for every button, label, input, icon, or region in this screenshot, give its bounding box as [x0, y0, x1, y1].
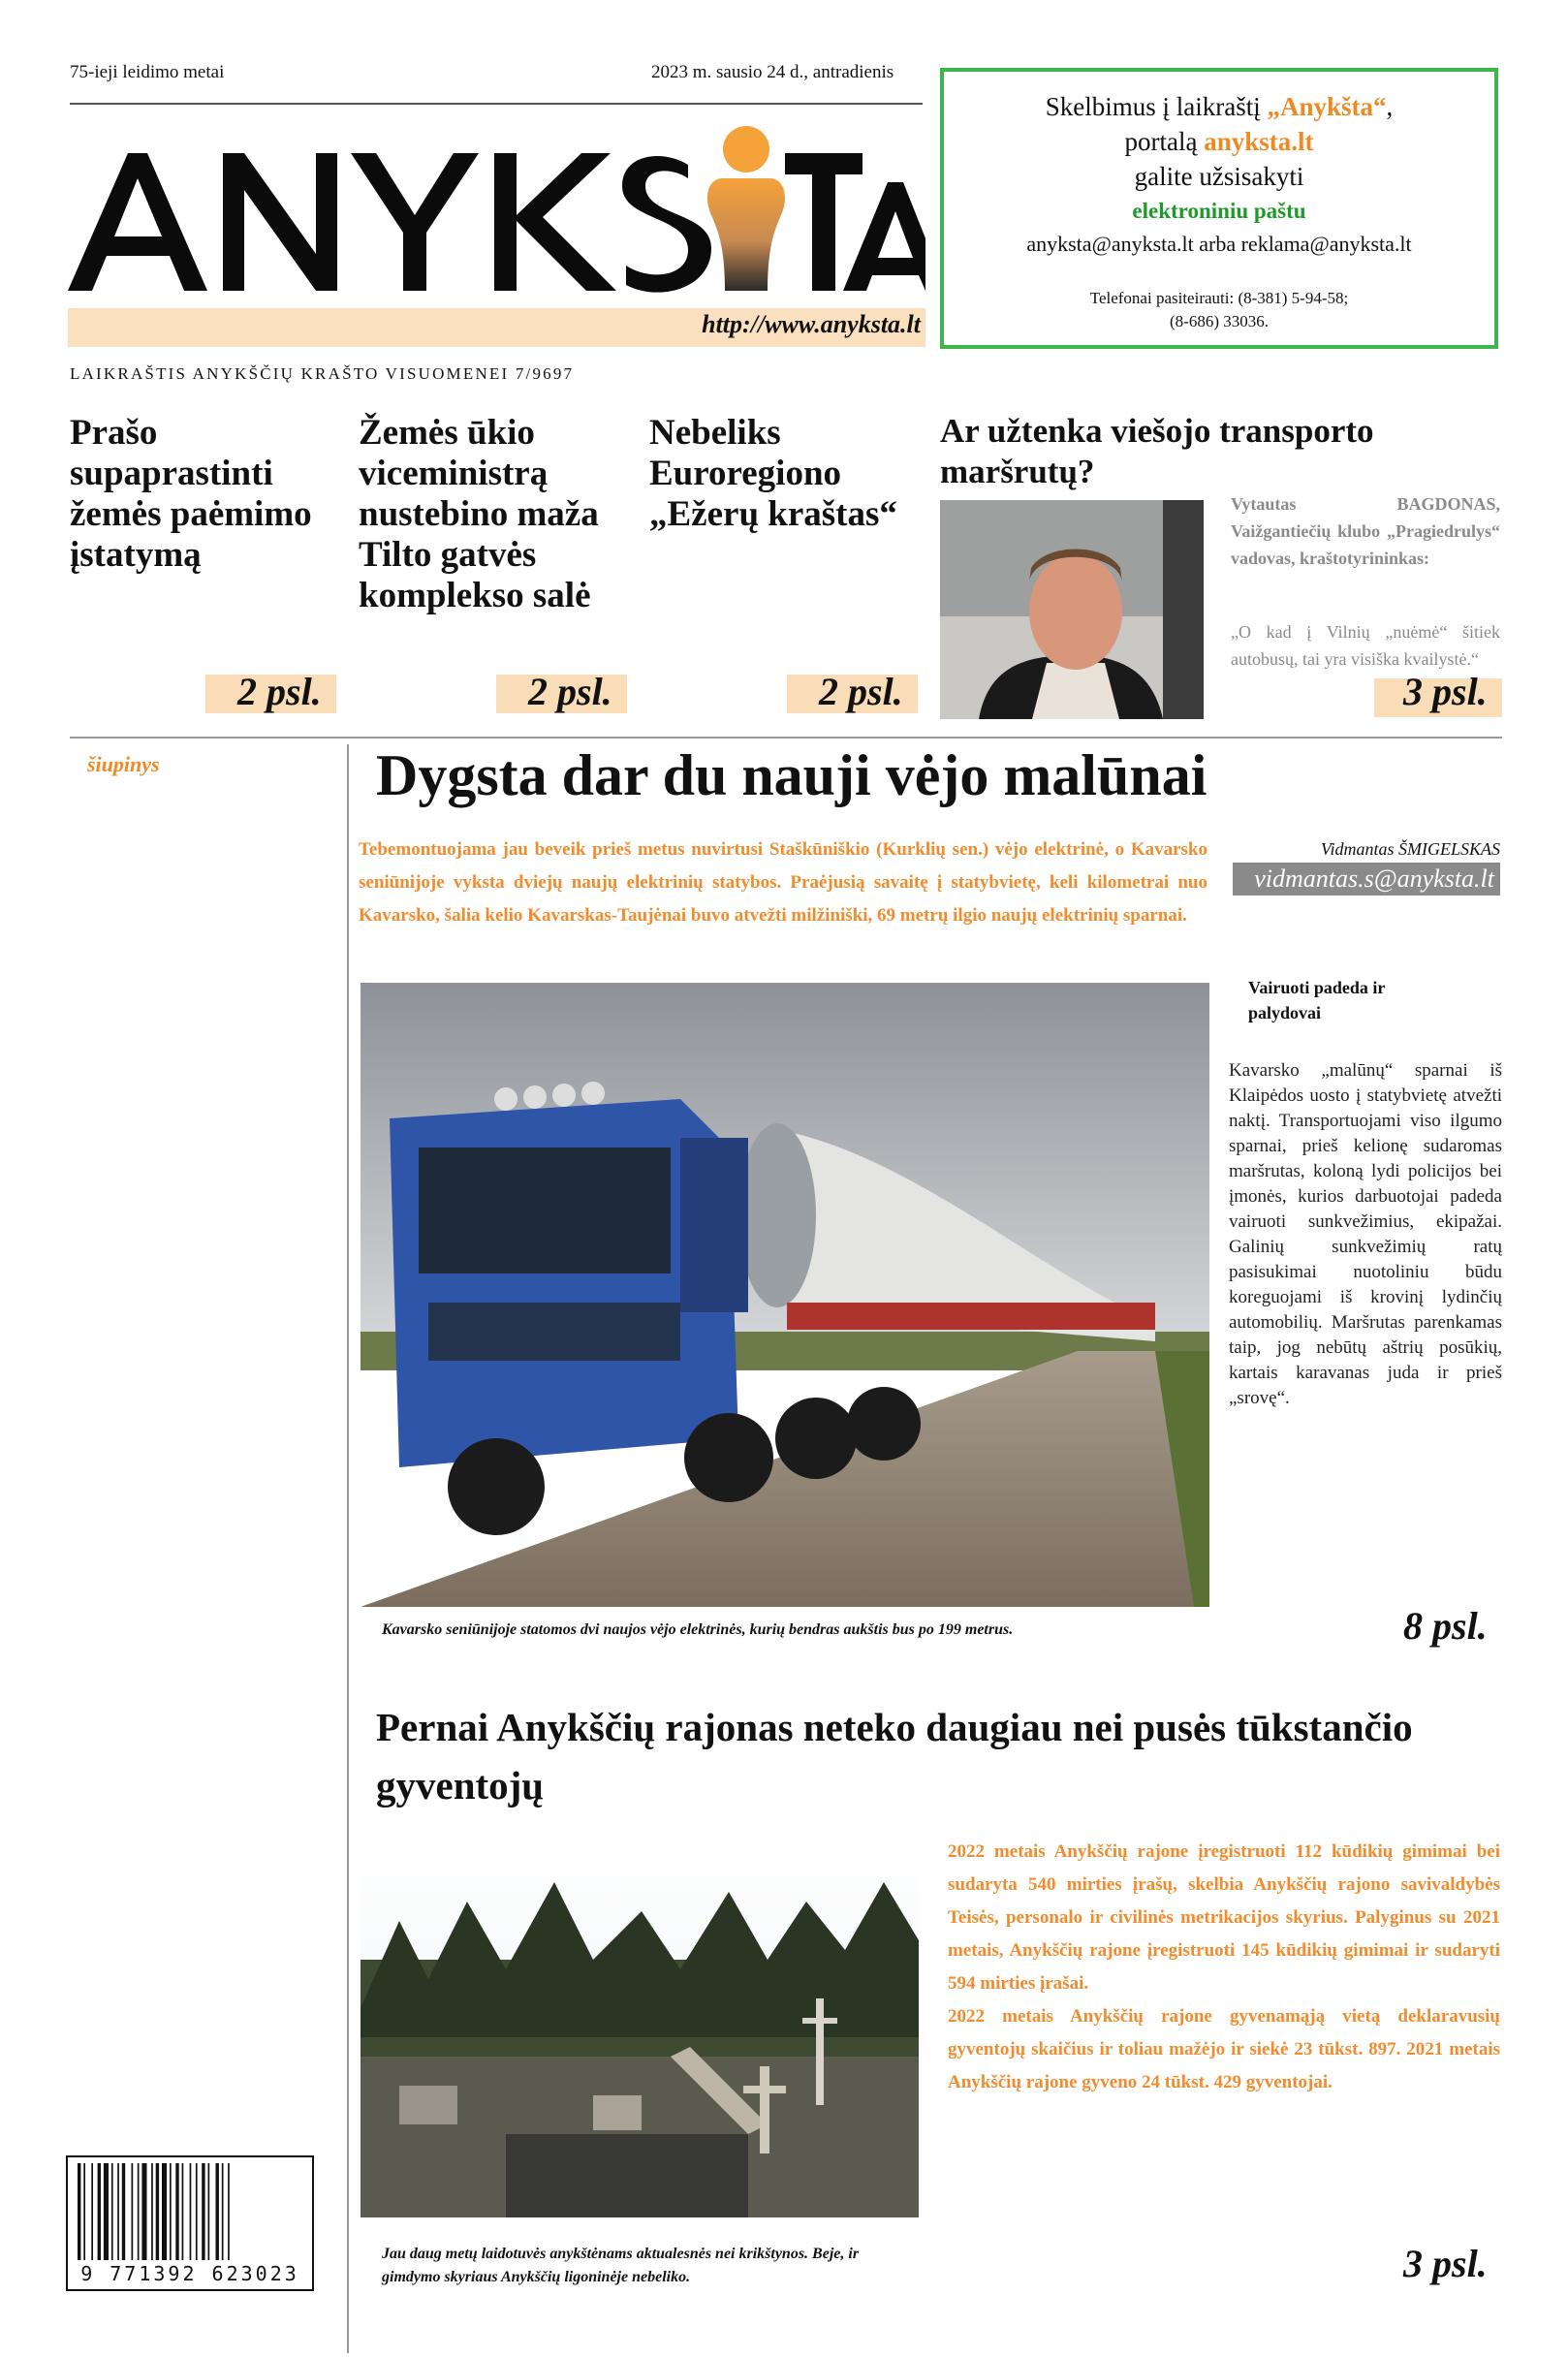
barcode — [66, 2155, 314, 2291]
teaser-2-page[interactable]: 2 psl. — [528, 670, 612, 713]
truck-photo — [361, 983, 1209, 1607]
second-para-1: 2022 metais Anykščių rajone įregistruoti 112 kūdikių gimimai bei sudaryta 540 mirties įrašų, skelbia Anykščių rajono savivaldybės Teisės, personalo ir civilinės metrikacijos skyrius. Palyginus su 2021 metais, Anykščių rajone įregistruoti 145 kūdikių gimimai ir sudaryti 594 mirties įrašai. — [948, 1841, 1500, 1994]
cemetery-caption: Jau daug metų laidotuvės anykštėnams aktualesnės nei krikštynos. Beje, ir gimdymo skyriaus Anykščių ligoninėje nebeliko. — [382, 2246, 860, 2285]
issue-date: 2023 m. sausio 24 d., antradienis — [651, 62, 894, 82]
ad-line2-prefix: portalą — [1124, 127, 1205, 156]
ad-line1-brand: „Anykšta“ — [1267, 92, 1387, 121]
ad-line2-brand[interactable]: anyksta.lt — [1204, 127, 1314, 156]
cemetery-photo — [361, 1843, 919, 2217]
ad-line1-suffix: , — [1386, 92, 1394, 121]
ad-line4: elektroniniu paštu — [1132, 199, 1306, 223]
feature-person: Vytautas BAGDONAS, Vaižgantiečių klubo „Pragiedrulys“ vadovas, kraštotyrininkas: — [1231, 494, 1500, 568]
edition-year: 75-ieji leidimo metai — [70, 62, 225, 82]
sidebar-title: Vairuoti padeda ir palydovai — [1248, 978, 1386, 1022]
barcode-number: 9 771392 623023 — [80, 2262, 299, 2285]
ad-phone-1: Telefonai pasiteirauti: (8-381) 5-94-58; — [1089, 289, 1349, 307]
teaser-2-title[interactable]: Žemės ūkio viceministrą nustebino maža Tilto gatvės komplekso salė — [359, 413, 599, 615]
second-headline[interactable]: Pernai Anykščių rajonas neteko daugiau nei pusės tūkstančio gyventojų — [376, 1705, 1413, 1808]
feature-page[interactable]: 3 psl. — [1403, 670, 1488, 713]
feature-quote: „O kad į Vilnių „nuėmė“ šitiek autobusų, tai yra visiška kvailystė.“ — [1231, 622, 1500, 669]
teaser-rule — [70, 737, 1502, 739]
sidebar-text: Kavarsko „malūnų“ sparnai iš Klaipėdos uosto į statybvietę atvežti naktį. Transportuojami viso ilgumo sparnai, prieš kelionę sudaromas maršrutas, koloną lydi policijos bei įmonės, kurios darbuotojai padeda vairuoti sunkvežimius, ekipažai. Galinių sunkvežimių ratų pasisukimai nuotoliniu būdu koreguojami iš krovinį lydinčių automobilių. Maršrutas parenkamas taip, jog nebūtų aštrių posūkių, kartais karavanas juda ir prieš „srovę“. — [1229, 1060, 1502, 1408]
ad-phone-2: (8-686) 33036. — [1170, 312, 1269, 330]
column-divider — [347, 744, 349, 2353]
logo-graphic — [68, 114, 925, 299]
ad-emails[interactable]: anyksta@anyksta.lt arba reklama@anyksta.lt — [1026, 232, 1412, 256]
ad-line3: galite užsisakyti — [1134, 162, 1304, 191]
barcode-bars — [76, 2163, 308, 2260]
teaser-1-page[interactable]: 2 psl. — [237, 670, 322, 713]
section-label[interactable]: šiupinys — [87, 752, 160, 776]
feature-title[interactable]: Ar užtenka viešojo transporto maršrutų? — [940, 412, 1374, 490]
ad-line1-prefix: Skelbimus į laikraštį — [1045, 92, 1268, 121]
portrait-photo — [940, 500, 1204, 719]
website-link[interactable]: http://www.anyksta.lt — [702, 310, 921, 338]
main-headline[interactable]: Dygsta dar du nauji vėjo malūnai — [376, 743, 1207, 807]
main-page[interactable]: 8 psl. — [1403, 1604, 1488, 1648]
second-page[interactable]: 3 psl. — [1403, 2242, 1488, 2285]
second-para-2: 2022 metais Anykščių rajone gyvenamąją vietą deklaravusių gyventojų skaičius ir toliau mažėjo ir siekė 23 tūkst. 897. 2021 metais Anykščių rajone gyveno 24 tūkst. 429 gyventojai. — [948, 2006, 1500, 2092]
teaser-1-title[interactable]: Prašo supaprastinti žemės paėmimo įstatymą — [70, 413, 312, 575]
masthead-logo[interactable] — [68, 114, 925, 299]
header-rule — [70, 103, 923, 105]
main-lead: Tebemontuojama jau beveik prieš metus nuvirtusi Staškūniškio (Kurklių sen.) vėjo elektrinė, o Kavarsko seniūnijoje vyksta dviejų naujų elektrinių statybos. Praėjusią savaitę į statybvietę, keli kilometrai nuo Kavarsko, šalia kelio Kavarskas-Taujėnai buvo atvežti milžiniški, 69 metrų ilgio naujų elektrinių sparnai. — [359, 839, 1207, 926]
tagline: LAIKRAŠTIS ANYKŠČIŲ KRAŠTO VISUOMENEI 7/9697 — [70, 364, 575, 383]
teaser-3-page[interactable]: 2 psl. — [819, 670, 903, 713]
main-author: Vidmantas ŠMIGELSKAS — [1320, 839, 1500, 859]
teaser-3-title[interactable]: Nebeliks Euroregiono „Ežerų kraštas“ — [649, 413, 897, 534]
truck-caption: Kavarsko seniūnijoje statomos dvi naujos vėjo elektrinės, kurių bendras aukštis bus po 199 metrus. — [382, 1621, 1014, 1638]
main-email[interactable]: vidmantas.s@anyksta.lt — [1254, 865, 1494, 893]
ad-box[interactable] — [940, 68, 1498, 349]
